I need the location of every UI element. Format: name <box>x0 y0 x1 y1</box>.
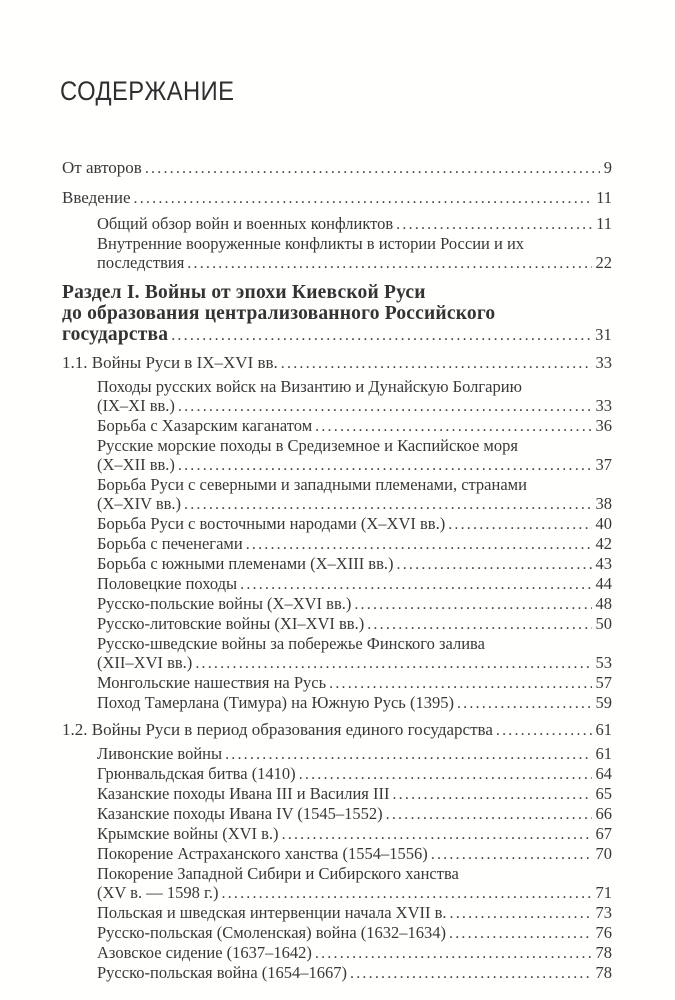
toc-entry-label: Русские морские походы в Средиземное и Каспийское моря <box>97 436 518 455</box>
dot-leader <box>450 903 592 923</box>
dot-leader <box>221 883 591 903</box>
toc-entry-page: 59 <box>595 693 612 712</box>
dot-leader <box>431 844 592 864</box>
toc-entry-label: Походы русских войск на Византию и Дунайскую Болгарию <box>97 377 522 396</box>
toc-entry-page: 33 <box>595 353 612 372</box>
toc-entry-label: до образования централизованного Российского <box>62 303 496 324</box>
toc-entry-page: 31 <box>595 325 612 344</box>
toc-entry-label: Покорение Астраханского ханства (1554–1556) <box>97 844 428 863</box>
toc-entry-page: 64 <box>595 764 612 783</box>
toc-entry-line <box>97 377 612 396</box>
toc-entry <box>62 824 612 844</box>
toc-entry <box>62 282 612 346</box>
toc-entry-page: 65 <box>595 784 612 803</box>
dot-leader <box>354 594 591 614</box>
toc-entry-label: Внутренние вооруженные конфликты в истории России и их <box>97 234 525 253</box>
toc-entry <box>62 436 612 475</box>
toc-entry-page: 73 <box>595 903 612 922</box>
toc-entry-label: (XV в. — 1598 г.) <box>97 883 219 902</box>
toc-entry-page: 38 <box>595 494 612 513</box>
dot-leader <box>397 554 592 574</box>
toc-entry-page: 22 <box>595 253 612 272</box>
dot-leader <box>329 673 591 693</box>
toc-entry-line <box>62 324 612 346</box>
dot-leader <box>299 764 592 784</box>
toc-entry <box>62 943 612 963</box>
toc-entry <box>62 923 612 943</box>
dot-leader <box>282 824 592 844</box>
toc-entry-page: 48 <box>595 594 612 613</box>
dot-leader <box>367 614 591 634</box>
toc-entry <box>62 634 612 673</box>
toc-entry-line <box>62 303 612 324</box>
toc-entry-line <box>97 455 612 475</box>
toc-entry-line <box>62 353 612 374</box>
dot-leader <box>195 653 591 673</box>
toc-list <box>62 158 612 983</box>
toc-entry-line <box>97 963 612 983</box>
toc-entry-label: Казанские походы Ивана IV (1545–1552) <box>97 804 383 823</box>
toc-entry-label: (X–XII вв.) <box>97 455 175 474</box>
dot-leader <box>171 324 591 346</box>
toc-entry-line <box>62 282 612 303</box>
toc-entry-line <box>97 554 612 574</box>
toc-entry-line <box>97 594 612 614</box>
toc-entry-label: Русско-польская (Смоленская) война (1632–1634) <box>97 923 447 942</box>
toc-entry <box>62 475 612 514</box>
toc-entry-line <box>97 844 612 864</box>
dot-leader <box>457 693 592 713</box>
toc-entry <box>62 353 612 374</box>
toc-entry <box>62 693 612 713</box>
dot-leader <box>240 574 591 594</box>
toc-entry <box>62 234 612 273</box>
toc-entry-label: Борьба Руси с восточными народами (X–XVI вв.) <box>97 514 446 533</box>
toc-entry-label: Казанские походы Ивана III и Василия III <box>97 784 390 803</box>
toc-entry-line <box>97 903 612 923</box>
toc-entry-line <box>97 253 612 273</box>
toc-entry <box>62 764 612 784</box>
toc-entry-label: Покорение Западной Сибири и Сибирского ханства <box>97 864 459 883</box>
toc-entry <box>62 673 612 693</box>
toc-entry-label: последствия <box>97 253 185 272</box>
toc-entry-label: Раздел I. Войны от эпохи Киевской Руси <box>62 282 426 303</box>
toc-entry-line <box>97 883 612 903</box>
toc-entry-page: 36 <box>595 416 612 435</box>
toc-entry <box>62 720 612 741</box>
dot-leader <box>281 353 592 374</box>
toc-entry <box>62 844 612 864</box>
dot-leader <box>187 253 591 273</box>
toc-entry-page: 11 <box>596 188 612 207</box>
dot-leader <box>184 494 591 514</box>
toc-entry-line <box>97 673 612 693</box>
dot-leader <box>496 720 592 741</box>
toc-entry-label: От авторов <box>62 158 142 177</box>
toc-entry-label: Русско-польские войны (X–XVI вв.) <box>97 594 352 613</box>
toc-entry-page: 61 <box>595 744 612 763</box>
toc-entry-page: 43 <box>595 554 612 573</box>
toc-entry-line <box>97 436 612 455</box>
toc-entry-line <box>97 574 612 594</box>
toc-entry-line <box>97 744 612 764</box>
toc-entry-page: 70 <box>595 844 612 863</box>
dot-leader <box>145 158 600 178</box>
dot-leader <box>178 455 592 475</box>
toc-entry-label: 1.2. Войны Руси в период образования единого государства <box>62 720 493 739</box>
toc-entry <box>62 534 612 554</box>
toc-entry-line <box>97 494 612 514</box>
toc-entry-line <box>97 804 612 824</box>
toc-entry-line <box>97 764 612 784</box>
toc-entry <box>62 377 612 416</box>
toc-entry <box>62 416 612 436</box>
toc-entry <box>62 214 612 234</box>
toc-entry-line <box>97 943 612 963</box>
toc-entry-label: Грюнвальдская битва (1410) <box>97 764 296 783</box>
toc-entry <box>62 784 612 804</box>
toc-entry-page: 78 <box>595 943 612 962</box>
toc-entry-line <box>62 188 612 208</box>
dot-leader <box>315 943 592 963</box>
page-title: СОДЕРЖАНИЕ <box>60 76 235 106</box>
toc-entry-label: Половецкие походы <box>97 574 238 593</box>
toc-entry <box>62 963 612 983</box>
toc-entry-label: Азовское сидение (1637–1642) <box>97 943 312 962</box>
toc-entry <box>62 864 612 903</box>
dot-leader <box>178 396 592 416</box>
toc-entry-label: Борьба с печенегами <box>97 534 243 553</box>
toc-entry-line <box>97 416 612 436</box>
toc-entry-label: Русско-польская война (1654–1667) <box>97 963 348 982</box>
toc-entry-label: Польская и шведская интервенции начала XVII в. <box>97 903 447 922</box>
toc-entry-page: 11 <box>596 214 612 233</box>
toc-entry <box>62 514 612 534</box>
toc-entry-line <box>97 214 612 234</box>
toc-entry-line <box>97 653 612 673</box>
toc-entry-label: (IX–XI вв.) <box>97 396 175 415</box>
toc-entry <box>62 594 612 614</box>
toc-entry <box>62 903 612 923</box>
dot-leader <box>225 744 591 764</box>
toc-entry-page: 42 <box>595 534 612 553</box>
toc-entry-page: 44 <box>595 574 612 593</box>
toc-entry <box>62 158 612 178</box>
toc-entry-label: Поход Тамерлана (Тимура) на Южную Русь (1395) <box>97 693 454 712</box>
toc-entry-line <box>97 634 612 653</box>
toc-entry-label: Введение <box>62 188 131 207</box>
toc-entry-line <box>97 693 612 713</box>
toc-entry-page: 78 <box>595 963 612 982</box>
toc-entry-label: Общий обзор войн и военных конфликтов <box>97 214 394 233</box>
toc-entry-label: Борьба с южными племенами (X–XIII вв.) <box>97 554 394 573</box>
toc-entry-line <box>97 234 612 253</box>
toc-entry-page: 50 <box>595 614 612 633</box>
toc-entry-page: 9 <box>603 158 612 177</box>
toc-entry-label: Борьба Руси с северными и западными племенами, странами <box>97 475 527 494</box>
toc-entry-line <box>97 614 612 634</box>
dot-leader <box>448 514 591 534</box>
dot-leader <box>449 923 591 943</box>
dot-leader <box>315 416 591 436</box>
toc-entry-label: (XII–XVI вв.) <box>97 653 193 672</box>
toc-entry-page: 67 <box>595 824 612 843</box>
toc-entry-line <box>62 158 612 178</box>
toc-entry-line <box>97 784 612 804</box>
toc-entry-label: (X–XIV вв.) <box>97 494 182 513</box>
toc-entry-page: 57 <box>595 673 612 692</box>
toc-entry <box>62 744 612 764</box>
dot-leader <box>350 963 591 983</box>
toc-entry-line <box>62 720 612 741</box>
dot-leader <box>396 214 592 234</box>
toc-entry-label: государства <box>62 324 169 345</box>
dot-leader <box>246 534 592 554</box>
toc-entry-line <box>97 475 612 494</box>
dot-leader <box>386 804 592 824</box>
toc-entry <box>62 574 612 594</box>
toc-entry-page: 66 <box>595 804 612 823</box>
toc-entry-line <box>97 864 612 883</box>
toc-entry-label: Борьба с Хазарским каганатом <box>97 416 313 435</box>
toc-entry-page: 71 <box>595 883 612 902</box>
toc-entry-page: 37 <box>595 455 612 474</box>
dot-leader <box>134 188 593 208</box>
toc-entry-label: Крымские войны (XVI в.) <box>97 824 279 843</box>
toc-entry <box>62 804 612 824</box>
toc-entry-line <box>97 923 612 943</box>
toc-entry <box>62 554 612 574</box>
toc-entry-page: 40 <box>595 514 612 533</box>
toc-entry-page: 53 <box>595 653 612 672</box>
toc-entry-label: Монгольские нашествия на Русь <box>97 673 327 692</box>
toc-entry-line <box>97 824 612 844</box>
toc-entry-page: 76 <box>595 923 612 942</box>
toc-entry-label: Русско-литовские войны (XI–XVI вв.) <box>97 614 365 633</box>
toc-entry-page: 61 <box>595 720 612 739</box>
toc-entry-label: 1.1. Войны Руси в IX–XVI вв. <box>62 353 278 372</box>
dot-leader <box>392 784 591 804</box>
toc-entry-line <box>97 534 612 554</box>
toc-entry <box>62 614 612 634</box>
toc-entry-label: Русско-шведские войны за побережье Финского залива <box>97 634 485 653</box>
toc-entry-line <box>97 396 612 416</box>
toc-entry-label: Ливонские войны <box>97 744 223 763</box>
toc-entry <box>62 188 612 208</box>
toc-entry-line <box>97 514 612 534</box>
toc-entry-page: 33 <box>595 396 612 415</box>
